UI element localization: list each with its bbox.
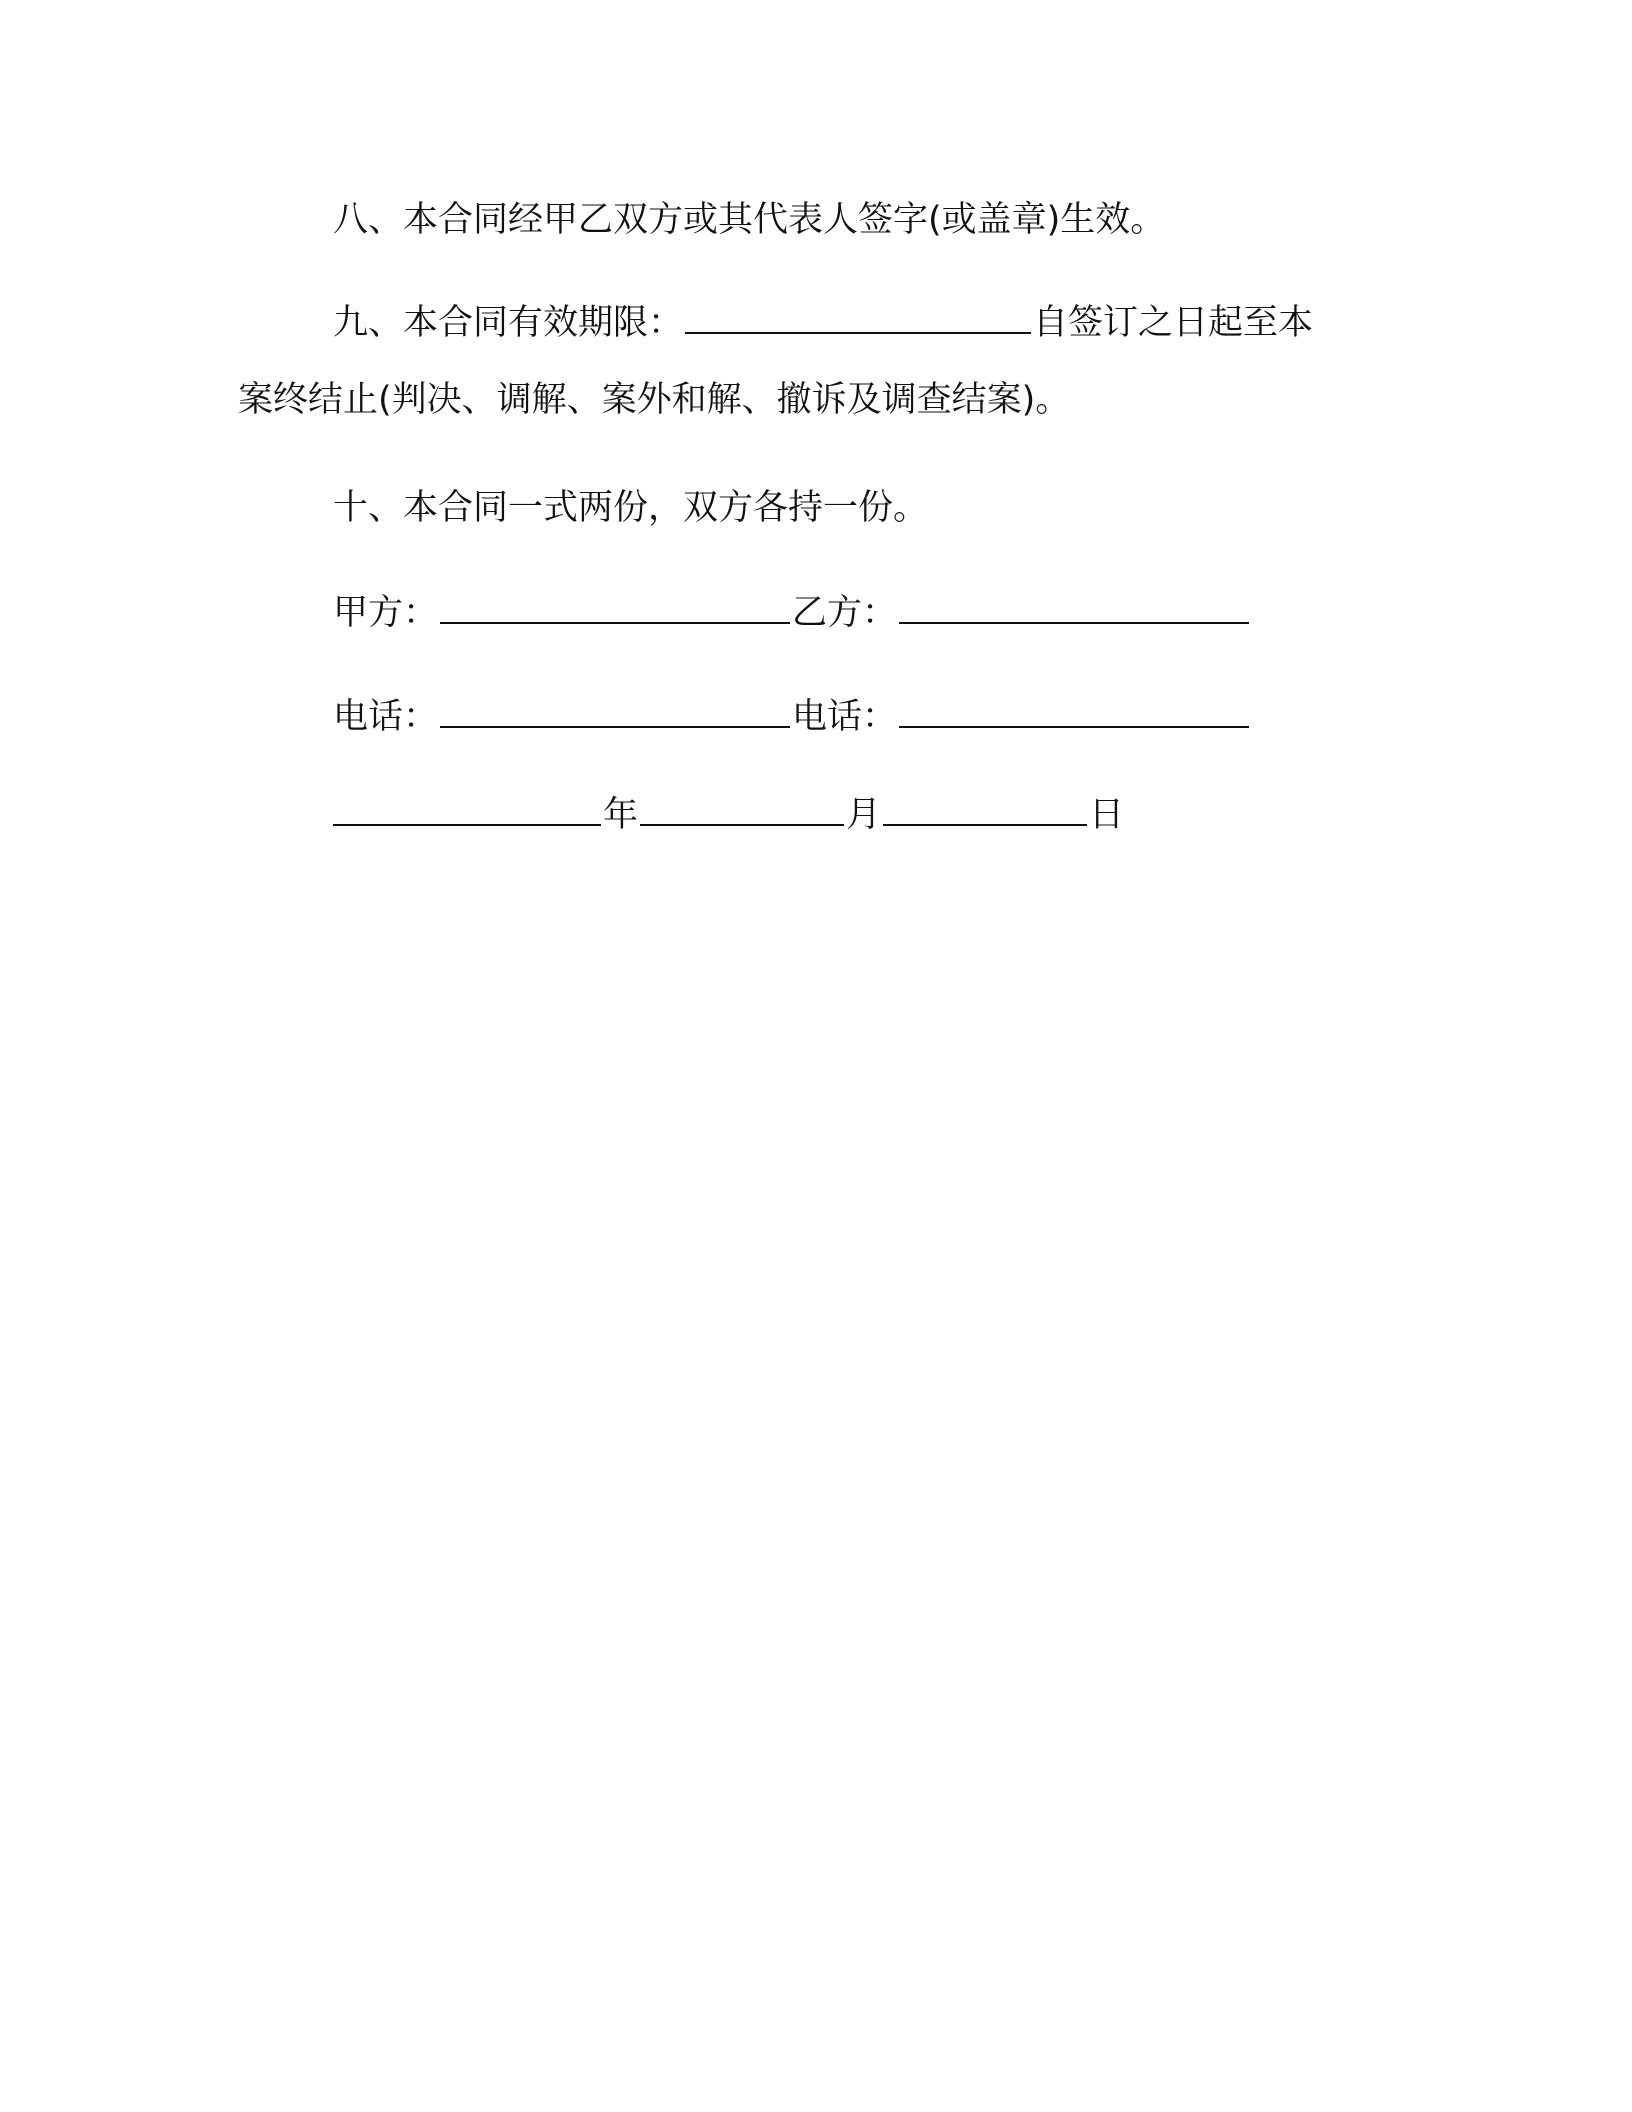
year-blank [333,794,601,826]
clause-9-prefix: 九、本合同有效期限： [333,303,684,343]
clause-9-line-2 [238,380,1070,420]
party-a-label: 甲方： [333,593,439,633]
clause-9-line-1 [333,302,1313,343]
phone-a-label: 电话： [333,697,439,737]
clause-9-continuation: 案终结止(判决、调解、案外和解、撤诉及调查结案)。 [238,380,1071,420]
clause-9-suffix: 自签订之日起至本 [1033,303,1314,343]
month-blank [640,794,844,826]
clause-10 [333,488,928,528]
party-b-label: 乙方： [792,593,898,633]
clause-8-text: 八、本合同经甲乙双方或其代表人签字(或盖章)生效。 [333,200,1166,240]
date-row [333,794,1124,835]
term-blank [685,302,1031,334]
party-signature-row [333,592,1251,633]
phone-row [333,696,1251,737]
party-b-blank [899,592,1249,624]
day-blank [883,794,1087,826]
day-label: 日 [1089,795,1125,835]
phone-a-blank [440,696,790,728]
clause-10-text: 十、本合同一式两份，双方各持一份。 [333,488,929,528]
year-label: 年 [603,795,639,835]
month-label: 月 [846,795,882,835]
clause-8 [333,200,1165,240]
phone-b-blank [899,696,1249,728]
party-a-blank [440,592,790,624]
phone-b-label: 电话： [792,697,898,737]
